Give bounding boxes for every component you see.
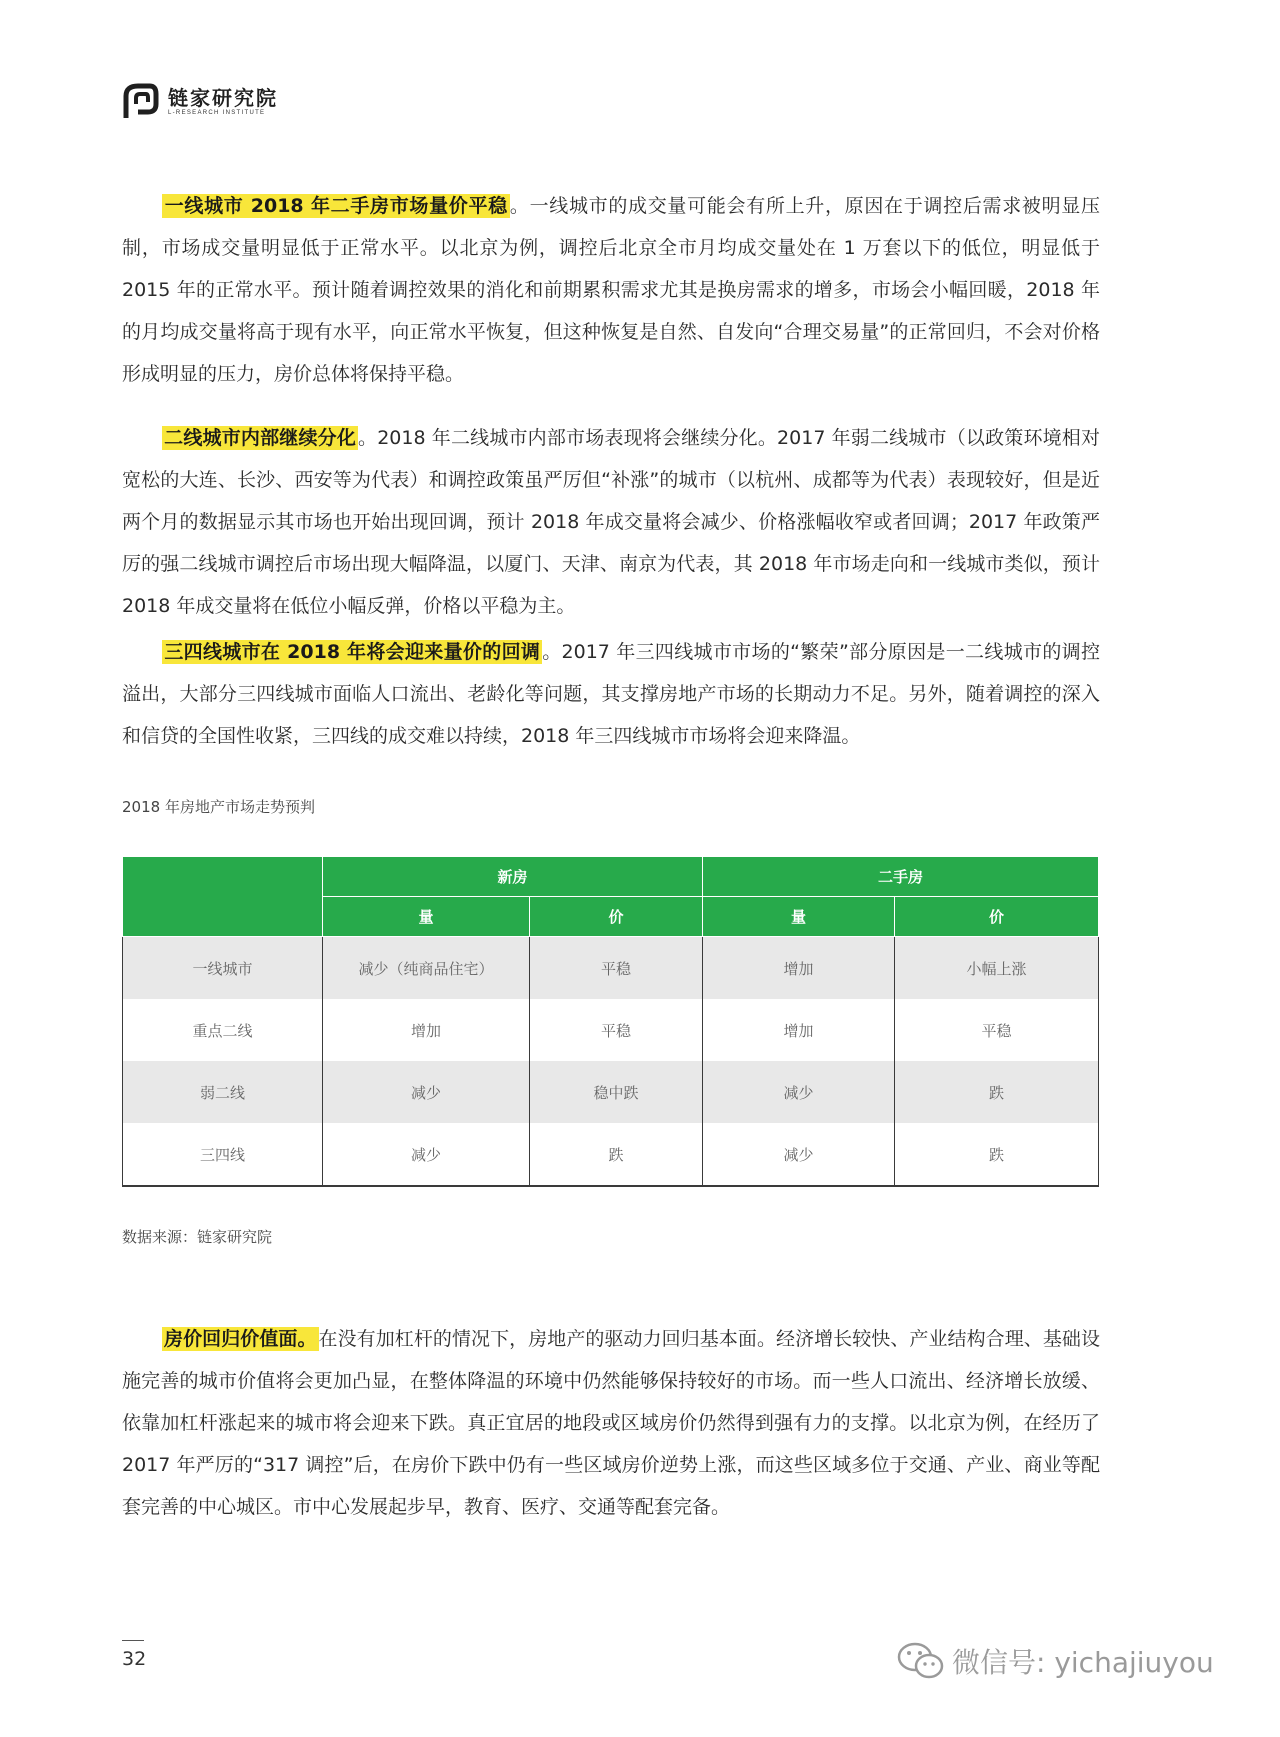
- table-cell: 增加: [703, 937, 895, 1000]
- subheader-new-volume: 量: [323, 897, 530, 937]
- table-cell: 跌: [895, 1123, 1099, 1186]
- watermark-text: 微信号: yichajiuyou: [952, 1646, 1214, 1679]
- table-cell: 减少: [703, 1123, 895, 1186]
- paragraph-tier34-text: 。2017 年三四线城市市场的“繁荣”部分原因是一二线城市的调控溢出，大部分三四线城市面临人口流出、老龄化等问题，其支撑房地产市场的长期动力不足。另外，随着调控的深入和信贷的全国性收紧，三四线的成交难以持续，2018 年三四线城市市场将会迎来降温。: [122, 641, 1100, 747]
- table-row: [123, 937, 1099, 1000]
- row-label: 三四线: [123, 1123, 323, 1186]
- paragraph-value: [122, 1318, 1100, 1528]
- table-cell: 稳中跌: [530, 1061, 703, 1123]
- row-label: 弱二线: [123, 1061, 323, 1123]
- paragraph-tier2-text: 。2018 年二线城市内部市场表现将会继续分化。2017 年弱二线城市（以政策环境相对宽松的大连、长沙、西安等为代表）和调控政策虽严厉但“补涨”的城市（以杭州、成都等为代表）表现较好，但是近两个月的数据显示其市场也开始出现回调，预计 2018 年成交量将会减少、价格涨幅收窄或者回调；2017 年政策严厉的强二线城市调控后市场出现大幅降温，以厦门、天津、南京为代表，其 2018 年市场走向和一线城市类似，预计 2018 年成交量将在低位小幅反弹，价格以平稳为主。: [122, 427, 1100, 617]
- table-cell: 减少: [323, 1123, 530, 1186]
- table-cell: 小幅上涨: [895, 937, 1099, 1000]
- table-cell: 减少: [703, 1061, 895, 1123]
- table-row: [123, 999, 1099, 1061]
- table-cell: 跌: [895, 1061, 1099, 1123]
- logo: [120, 82, 278, 122]
- row-label: 一线城市: [123, 937, 323, 1000]
- paragraph-tier1: [122, 185, 1100, 395]
- paragraph-tier1-text: 。一线城市的成交量可能会有所上升，原因在于调控后需求被明显压制，市场成交量明显低于正常水平。以北京为例，调控后北京全市月均成交量处在 1 万套以下的低位，明显低于 2015 年的正常水平。预计随着调控效果的消化和前期累积需求尤其是换房需求的增多，市场会小幅回暖，2018 年的月均成交量将高于现有水平，向正常水平恢复，但这种恢复是自然、自发向“合理交易量”的正常回归，不会对价格形成明显的压力，房价总体将保持平稳。: [122, 195, 1100, 385]
- table-row: [123, 1123, 1099, 1186]
- logo-title: 链家研究院: [168, 86, 278, 110]
- highlight-tier1: 一线城市 2018 年二手房市场量价平稳: [164, 195, 508, 217]
- subheader-resale-volume: 量: [703, 897, 895, 937]
- paragraph-tier2: [122, 417, 1100, 627]
- paragraph-tier34: [122, 631, 1100, 757]
- table-cell: 跌: [530, 1123, 703, 1186]
- highlight-tier2: 二线城市内部继续分化: [164, 427, 357, 449]
- logo-subtitle: L-RESEARCH INSTITUTE: [168, 110, 266, 116]
- table-cell: 平稳: [530, 937, 703, 1000]
- table-cell: 增加: [323, 999, 530, 1061]
- forecast-table: [122, 856, 1099, 1187]
- table-caption: 2018 年房地产市场走势预判: [122, 798, 315, 816]
- header-new-homes: 新房: [323, 857, 703, 897]
- table-cell: 增加: [703, 999, 895, 1061]
- subheader-resale-price: 价: [895, 897, 1099, 937]
- table-cell: 平稳: [895, 999, 1099, 1061]
- table-row: [123, 1061, 1099, 1123]
- watermark: [896, 1640, 1214, 1682]
- wechat-icon: [896, 1640, 946, 1682]
- paragraph-value-text: 在没有加杠杆的情况下，房地产的驱动力回归基本面。经济增长较快、产业结构合理、基础设施完善的城市价值将会更加凸显，在整体降温的环境中仍然能够保持较好的市场。而一些人口流出、经济增长放缓、依靠加杠杆涨起来的城市将会迎来下跌。真正宜居的地段或区域房价仍然得到强有力的支撑。以北京为例，在经历了 2017 年严厉的“317 调控”后，在房价下跌中仍有一些区域房价逆势上涨，而这些区域多位于交通、产业、商业等配套完善的中心城区。市中心发展起步早，教育、医疗、交通等配套完备。: [122, 1328, 1100, 1518]
- subheader-new-price: 价: [530, 897, 703, 937]
- highlight-value: 房价回归价值面。: [164, 1328, 317, 1350]
- footer-divider: [122, 1640, 144, 1641]
- table-cell: 减少: [323, 1061, 530, 1123]
- data-source: 数据来源：链家研究院: [122, 1228, 273, 1246]
- table-cell: 减少（纯商品住宅）: [323, 937, 530, 1000]
- highlight-tier34: 三四线城市在 2018 年将会迎来量价的回调: [164, 641, 541, 663]
- row-label: 重点二线: [123, 999, 323, 1061]
- header-resale: 二手房: [703, 857, 1099, 897]
- page-number: 32: [122, 1648, 147, 1670]
- table-corner: [123, 857, 323, 937]
- table-cell: 平稳: [530, 999, 703, 1061]
- logo-mark-icon: [120, 82, 160, 122]
